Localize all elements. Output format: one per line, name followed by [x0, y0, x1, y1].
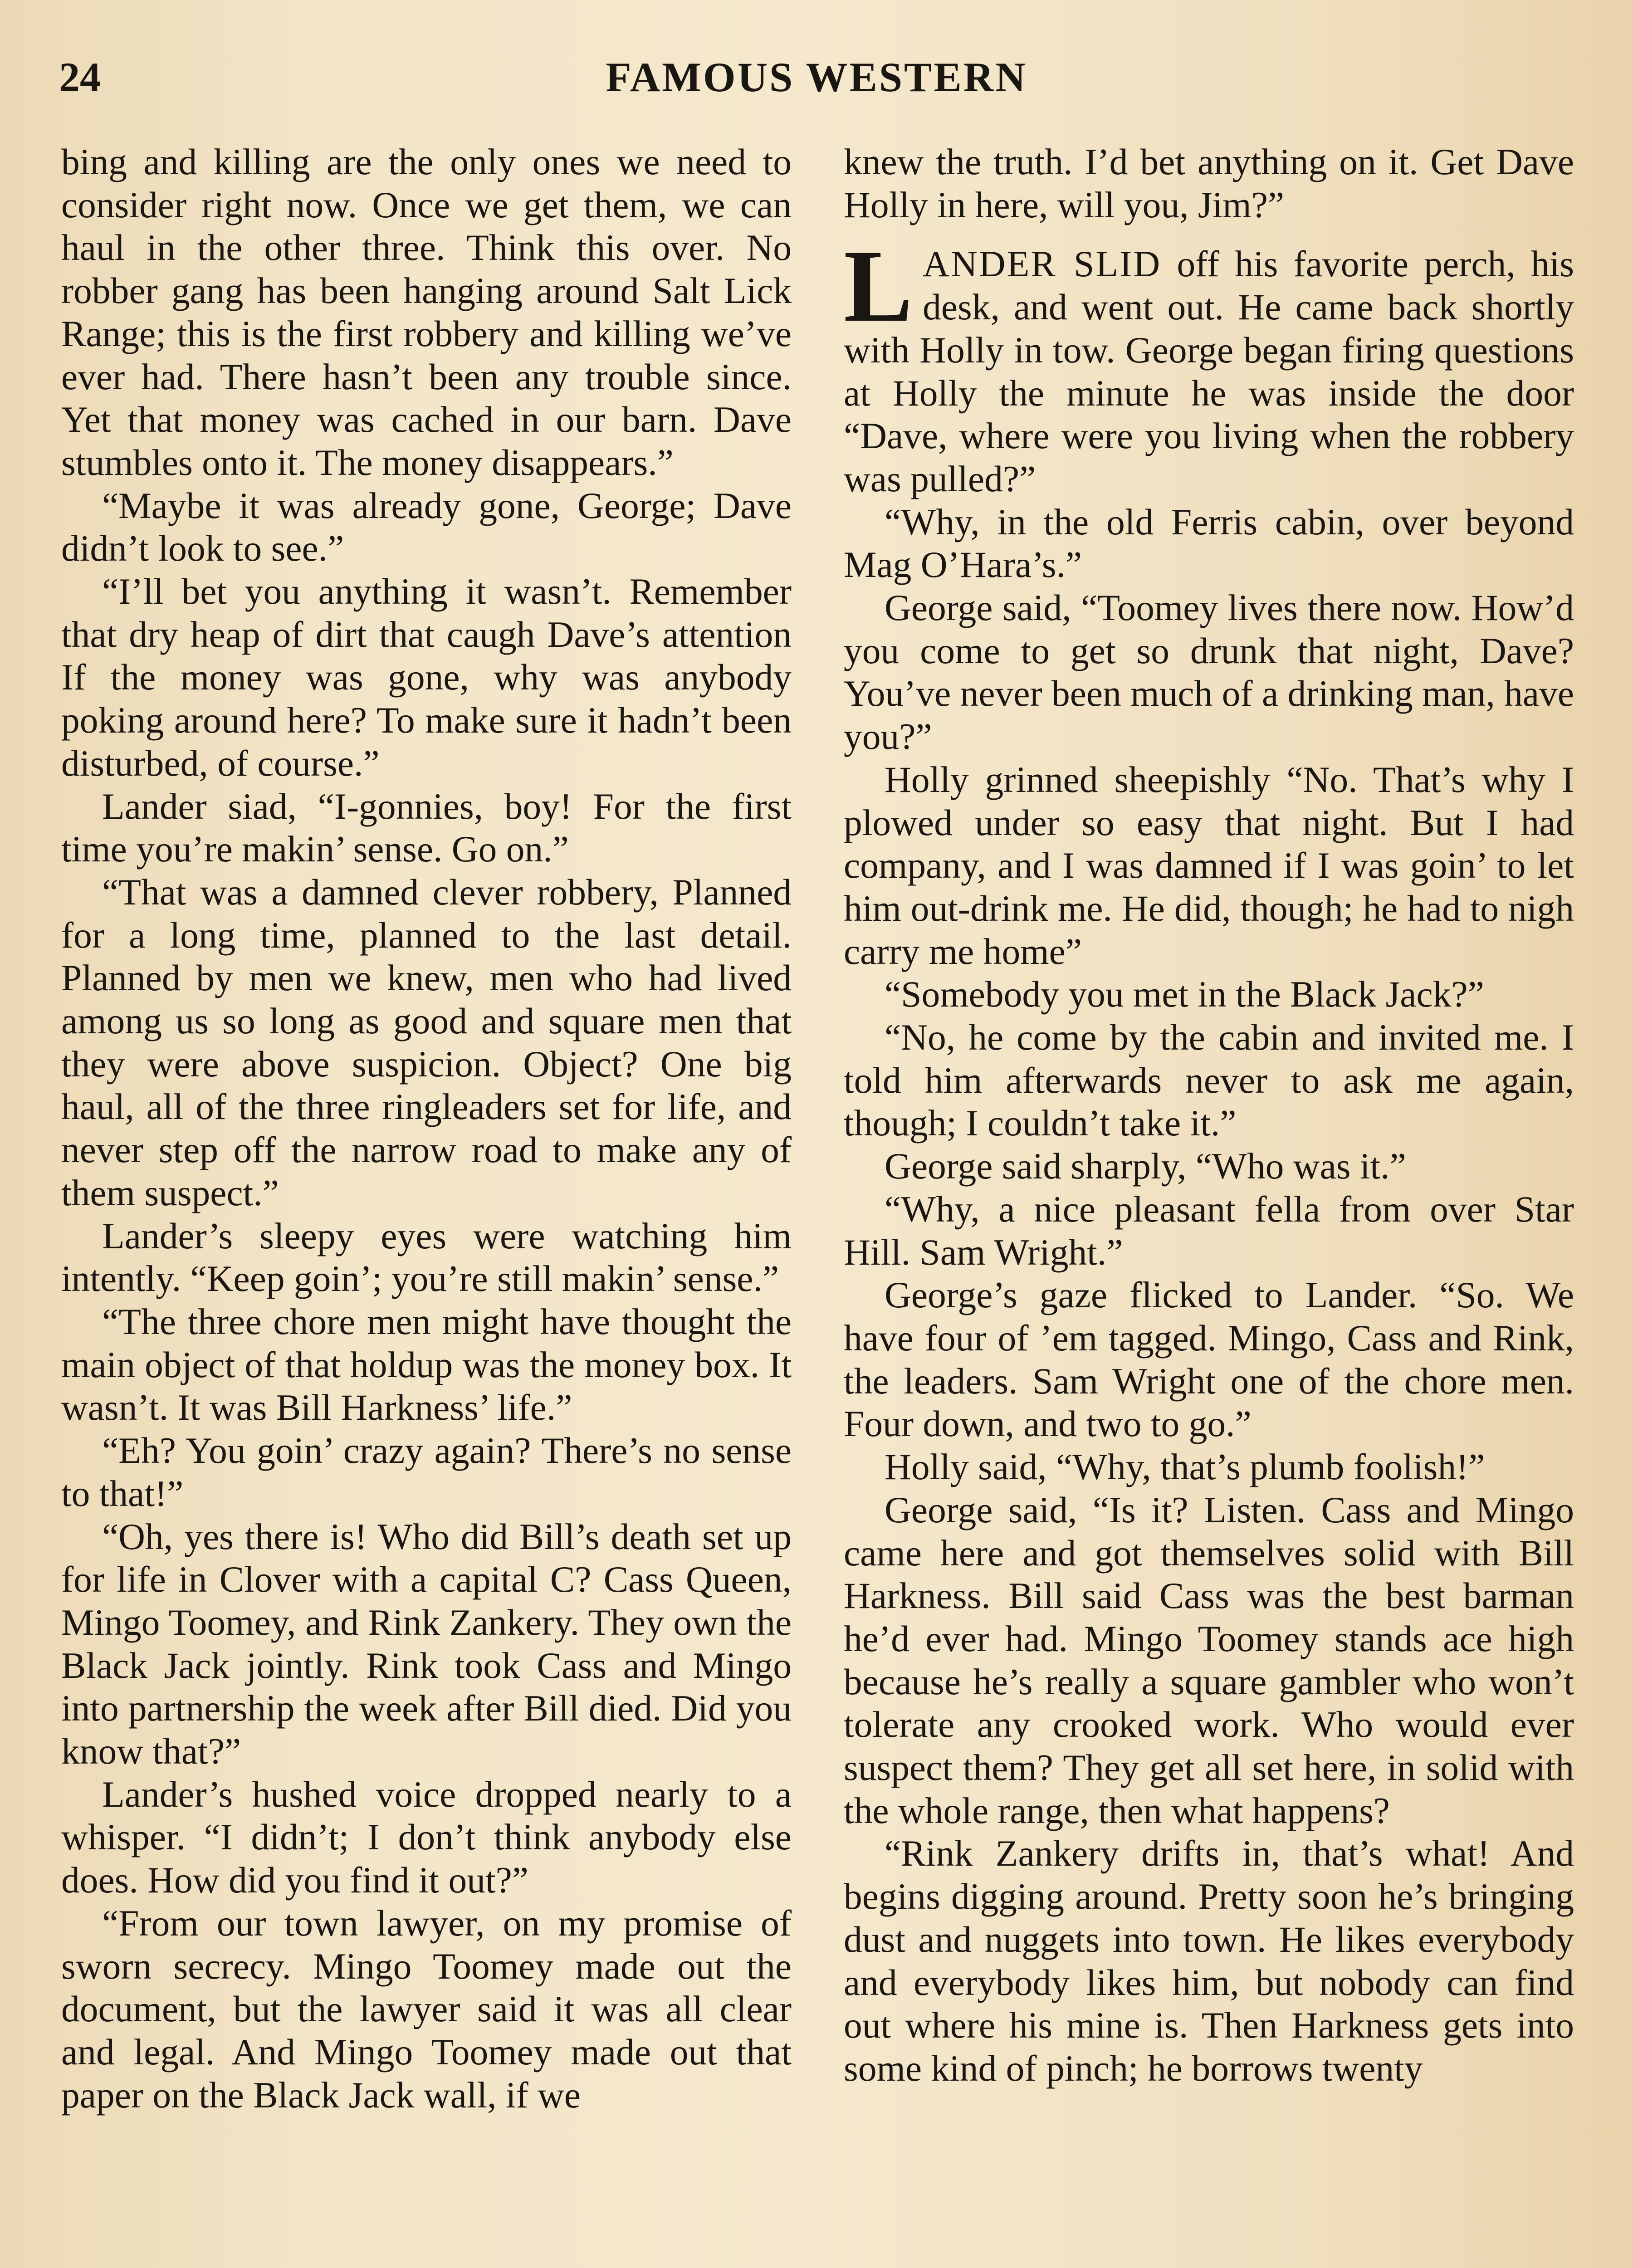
paragraph: “The three chore men might have thought the main object of that holdup was the money box. It wasn’t. It was Bill Harkness’ life.” [61, 1300, 792, 1428]
paragraph: George’s gaze flicked to Lander. “So. We have four of ’em tagged. Mingo, Cass and Rink, the leaders. Sam Wright one of the chore men. Four down, and two to go.” [844, 1274, 1574, 1445]
section-lead-caps: ANDER SLID [923, 243, 1162, 285]
running-head: FAMOUS WESTERN [606, 54, 1027, 100]
paragraph: “Maybe it was already gone, George; Dave didn’t look to see.” [61, 484, 792, 569]
paragraph: bing and killing are the only ones we need to consider right now. Once we get them, we can haul in the other three. Think this over. No robber gang has been hanging around Salt Lick Range; this is the first robbery and killing we’ve ever had. There hasn’t been any trouble since. Yet that money was cached in our barn. Dave stumbles onto it. The money disappears.” [61, 141, 792, 483]
page-number: 24 [59, 54, 101, 100]
paragraph: Lander’s hushed voice dropped nearly to a whisper. “I didn’t; I don’t think anybody else does. How did you find it out?” [61, 1773, 792, 1901]
paragraph: “No, he come by the cabin and invited me. I told him afterwards never to ask me again, though; I couldn’t take it.” [844, 1017, 1574, 1144]
section-opening-paragraph [844, 229, 1574, 500]
paragraph: Lander’s sleepy eyes were watching him intently. “Keep goin’; you’re still makin’ sense.” [61, 1215, 792, 1300]
left-column [61, 141, 792, 2116]
section-text: off his favorite perch, his desk, and went out. He came back shortly with Holly in tow. George began firing questions at Holly the minute he was inside the door “Dave, where were you living when the robbery was pulled?” [844, 243, 1574, 499]
paragraph: George said, “Toomey lives there now. How’d you come to get so drunk that night, Dave? You’ve never been much of a drinking man, have you?” [844, 587, 1574, 758]
paragraph: Lander siad, “I-gonnies, boy! For the first time you’re makin’ sense. Go on.” [61, 785, 792, 870]
paragraph: “Oh, yes there is! Who did Bill’s death set up for life in Clover with a capital C? Cass Queen, Mingo Toomey, and Rink Zankery. They own the Black Jack jointly. Rink took Cass and Mingo into partnership the week after Bill died. Did you know that?” [61, 1515, 792, 1772]
drop-cap: L [844, 229, 913, 344]
paragraph: knew the truth. I’d bet anything on it. Get Dave Holly in here, will you, Jim?” [844, 141, 1574, 225]
paragraph: “From our town lawyer, on my promise of sworn secrecy. Mingo Toomey made out the document, but the lawyer said it was all clear and legal. And Mingo Toomey made out that paper on the Black Jack wall, if we [61, 1902, 792, 2116]
right-column [844, 141, 1574, 2090]
paragraph: Holly said, “Why, that’s plumb foolish!” [885, 1446, 1485, 1488]
page-header [59, 50, 1574, 104]
paragraph: “Why, a nice pleasant fella from over Star Hill. Sam Wright.” [844, 1188, 1574, 1273]
paragraph: George said sharply, “Who was it.” [885, 1145, 1406, 1187]
paragraph: George said, “Is it? Listen. Cass and Mingo came here and got themselves solid with Bill Harkness. Bill said Cass was the best barman he’d ever had. Mingo Toomey stands ace high because he’s really a square gambler who won’t tolerate any crooked work. Who would ever suspect them? They get all set here, in solid with the whole range, then what happens? [844, 1489, 1574, 1831]
paragraph: Holly grinned sheepishly “No. That’s why I plowed under so easy that night. But I had company, and I was damned if I was goin’ to let him out-drink me. He did, though; he had to nigh carry me home” [844, 758, 1574, 972]
paragraph: “I’ll bet you anything it wasn’t. Remember that dry heap of dirt that caugh Dave’s attention If the money was gone, why was anybody poking around here? To make sure it hadn’t been disturbed, of course.” [61, 571, 792, 784]
paragraph: “Why, in the old Ferris cabin, over beyond Mag O’Hara’s.” [844, 501, 1574, 586]
paragraph: “Rink Zankery drifts in, that’s what! And begins digging around. Pretty soon he’s bringing dust and nuggets into town. He likes everybody and everybody likes him, but nobody can find out where his mine is. Then Harkness gets into some kind of pinch; he borrows twenty [844, 1833, 1574, 2089]
paragraph: “Somebody you met in the Black Jack?” [885, 973, 1484, 1015]
paragraph: “That was a damned clever robbery, Planned for a long time, planned to the last detail. Planned by men we knew, men who had lived among us so long as good and square men that they were above suspicion. Object? One big haul, all of the three ringleaders set for life, and never step off the narrow road to make any of them suspect.” [61, 871, 792, 1213]
paragraph: “Eh? You goin’ crazy again? There’s no sense to that!” [61, 1430, 792, 1514]
